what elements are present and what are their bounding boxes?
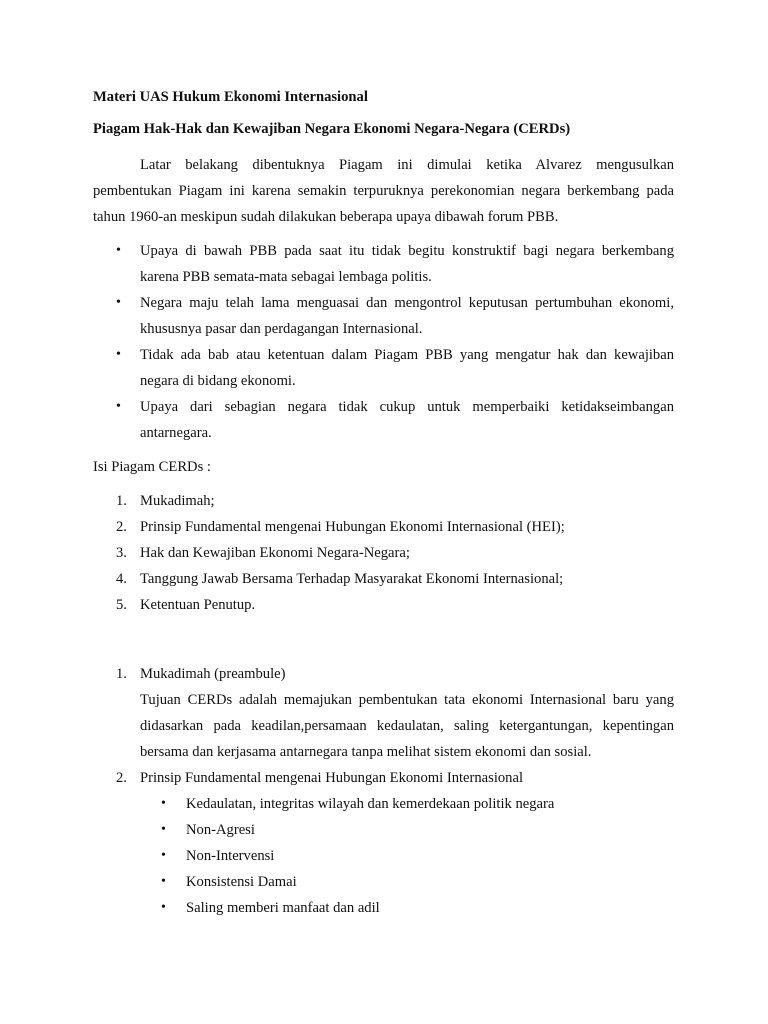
bullet-icon: • — [161, 796, 166, 811]
list-text: Hak dan Kewajiban Ekonomi Negara-Negara; — [140, 545, 410, 561]
detail-line: didasarkan pada keadilan,persamaan kedaulatan, saling ketergantungan, kepentingan — [140, 718, 674, 734]
list-number: 1. — [116, 493, 127, 509]
list-number: 2. — [116, 519, 127, 535]
detail-heading: Mukadimah (preambule) — [140, 666, 286, 682]
bullet-text: Upaya di bawah PBB pada saat itu tidak begitu konstruktif bagi negara berkembang — [140, 243, 674, 259]
list-text: Ketentuan Penutup. — [140, 597, 256, 613]
bullet-icon: • — [116, 243, 121, 258]
list-text: Prinsip Fundamental mengenai Hubungan Ekonomi Internasional (HEI); — [140, 519, 565, 535]
bullet-text: Saling memberi manfaat dan adil — [186, 900, 380, 916]
intro-line: pembentukan Piagam ini karena semakin terpuruknya perekonomian negara berkembang pada — [93, 183, 674, 199]
bullet-text: Upaya dari sebagian negara tidak cukup untuk memperbaiki ketidakseimbangan — [140, 399, 674, 415]
list-number: 4. — [116, 571, 127, 587]
detail-line: bersama dan kerjasama antarnegara tanpa melihat sistem ekonomi dan sosial. — [140, 744, 592, 760]
bullet-icon: • — [161, 874, 166, 889]
bullet-text: Non-Intervensi — [186, 848, 275, 864]
document-subtitle: Piagam Hak-Hak dan Kewajiban Negara Ekonomi Negara-Negara (CERDs) — [93, 121, 571, 137]
bullet-icon: • — [161, 822, 166, 837]
list-text: Mukadimah; — [140, 493, 215, 509]
list-number: 5. — [116, 597, 127, 613]
intro-line: Latar belakang dibentuknya Piagam ini dimulai ketika Alvarez mengusulkan — [140, 157, 674, 173]
bullet-text: Konsistensi Damai — [186, 874, 297, 890]
document-title: Materi UAS Hukum Ekonomi Internasional — [93, 89, 368, 105]
bullet-icon: • — [116, 399, 121, 414]
bullet-icon: • — [161, 900, 166, 915]
bullet-text: Kedaulatan, integritas wilayah dan kemerdekaan politik negara — [186, 796, 555, 812]
list-number: 2. — [116, 770, 127, 786]
list-number: 1. — [116, 666, 127, 682]
bullet-text: Non-Agresi — [186, 822, 255, 838]
bullet-icon: • — [116, 347, 121, 362]
bullet-text: antarnegara. — [140, 425, 212, 441]
detail-line: Tujuan CERDs adalah memajukan pembentukan tata ekonomi Internasional baru yang — [140, 692, 674, 708]
bullet-text: karena PBB semata-mata sebagai lembaga politis. — [140, 269, 432, 285]
bullet-text: khususnya pasar dan perdagangan Internasional. — [140, 321, 423, 337]
bullet-text: negara di bidang ekonomi. — [140, 373, 296, 389]
list-text: Tanggung Jawab Bersama Terhadap Masyarakat Ekonomi Internasional; — [140, 571, 564, 587]
bullet-text: Tidak ada bab atau ketentuan dalam Piagam PBB yang mengatur hak dan kewajiban — [140, 347, 674, 363]
bullet-icon: • — [161, 848, 166, 863]
detail-heading: Prinsip Fundamental mengenai Hubungan Ekonomi Internasional — [140, 770, 524, 786]
intro-line: tahun 1960-an meskipun sudah dilakukan beberapa upaya dibawah forum PBB. — [93, 209, 559, 225]
list-number: 3. — [116, 545, 127, 561]
bullet-text: Negara maju telah lama menguasai dan mengontrol keputusan pertumbuhan ekonomi, — [140, 295, 674, 311]
bullet-icon: • — [116, 295, 121, 310]
section-heading: Isi Piagam CERDs : — [93, 459, 211, 475]
